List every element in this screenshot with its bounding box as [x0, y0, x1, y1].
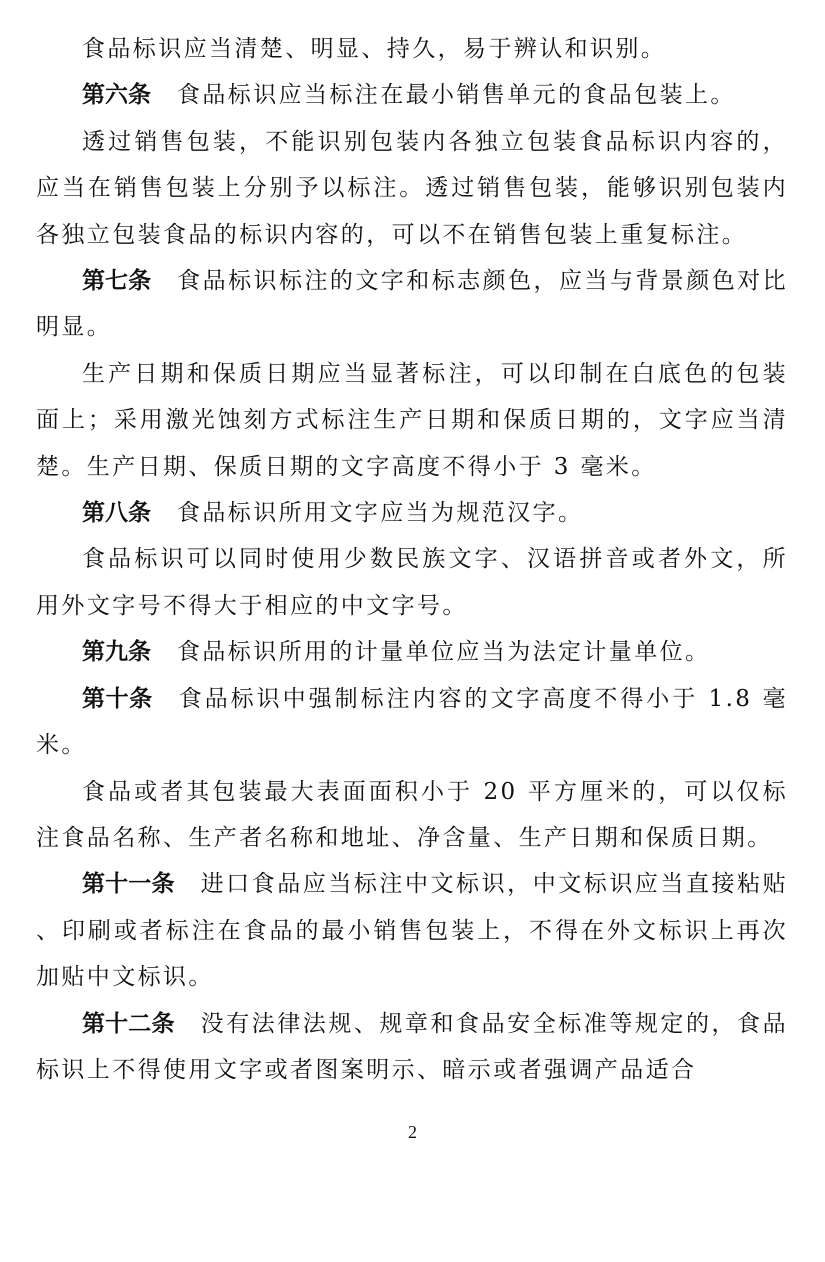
paragraph	[36, 351, 788, 490]
article-paragraph	[36, 1001, 788, 1094]
article-number: 第十一条	[82, 871, 175, 898]
article-paragraph	[36, 629, 788, 675]
article-number: 第七条	[82, 268, 152, 295]
paragraph-text: 食品标识所用文字应当为规范汉字。	[177, 500, 584, 527]
paragraph	[36, 536, 788, 629]
paragraph-text: 没有法律法规、规章和食品安全标准等规定的，食品标识上不得使用文字或者图案明示、暗示或者强调产品适合	[36, 1010, 789, 1083]
paragraph	[36, 119, 788, 258]
document-body	[36, 26, 788, 1093]
article-paragraph	[36, 490, 788, 536]
paragraph-text: 食品标识所用的计量单位应当为法定计量单位。	[177, 639, 711, 666]
paragraph-text: 食品或者其包装最大表面面积小于 20 平方厘米的，可以仅标注食品名称、生产者名称和地址、净含量、生产日期和保质日期。	[36, 778, 788, 851]
paragraph	[36, 769, 788, 862]
paragraph-text: 食品标识标注的文字和标志颜色，应当与背景颜色对比明显。	[36, 268, 789, 341]
paragraph-text: 透过销售包装，不能识别包装内各独立包装食品标识内容的，应当在销售包装上分别予以标注。透过销售包装，能够识别包装内各独立包装食品的标识内容的，可以不在销售包装上重复标注。	[36, 128, 788, 248]
page-number: 2	[408, 1122, 417, 1142]
article-number: 第十条	[82, 685, 153, 712]
article-number: 第九条	[82, 639, 151, 666]
article-paragraph	[36, 258, 788, 351]
paragraph-text: 生产日期和保质日期应当显著标注，可以印制在白底色的包装面上；采用激光蚀刻方式标注生产日期和保质日期的，文字应当清楚。生产日期、保质日期的文字高度不得小于 3 毫米。	[36, 360, 788, 480]
paragraph-text: 食品标识应当清楚、明显、持久，易于辨认和识别。	[82, 36, 667, 62]
article-number: 第十二条	[82, 1010, 175, 1037]
article-number: 第六条	[82, 82, 151, 109]
paragraph	[36, 26, 788, 72]
paragraph-text: 进口食品应当标注中文标识，中文标识应当直接粘贴、印刷或者标注在食品的最小销售包装上，不得在外文标识上再次加贴中文标识。	[36, 871, 789, 991]
article-paragraph	[36, 72, 788, 118]
paragraph-text: 食品标识中强制标注内容的文字高度不得小于 1.8 毫米。	[36, 685, 788, 759]
article-number: 第八条	[82, 500, 151, 527]
paragraph-text: 食品标识应当标注在最小销售单元的食品包装上。	[177, 82, 736, 109]
article-paragraph	[36, 676, 788, 769]
paragraph-text: 食品标识可以同时使用少数民族文字、汉语拼音或者外文，所用外文字号不得大于相应的中文字号。	[36, 546, 788, 619]
article-paragraph	[36, 861, 788, 1000]
